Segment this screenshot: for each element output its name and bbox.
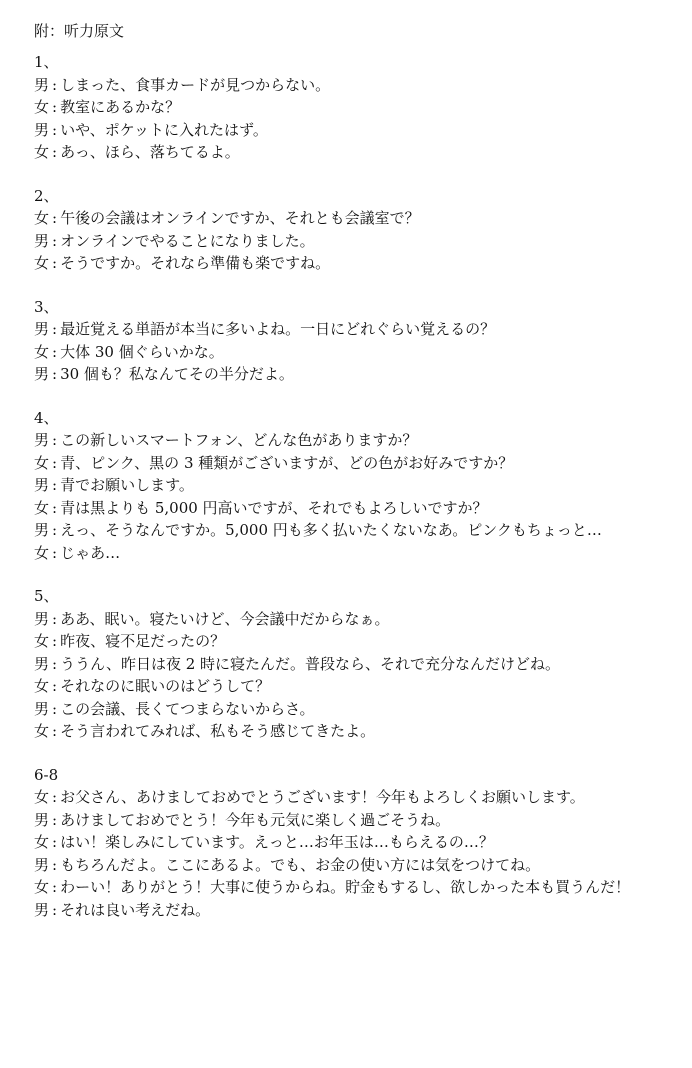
speaker-label: 女 bbox=[34, 209, 50, 227]
dialogue-text: えっ、そうなんですか。5,000 円も多く払いたくないなあ。ピンクもちょっと… bbox=[60, 521, 602, 539]
dialogue-text: そうですか。それなら準備も楽ですね。 bbox=[60, 254, 331, 272]
dialogue-text: それは良い考えだね。 bbox=[60, 900, 211, 919]
speaker-label: 男 bbox=[34, 855, 50, 874]
speaker-label: 男 bbox=[34, 609, 50, 628]
speaker-separator: : bbox=[52, 342, 58, 361]
dialogue-text: あっ、ほら、落ちてるよ。 bbox=[60, 143, 240, 161]
speaker-separator: : bbox=[52, 254, 58, 272]
speaker-label: 女 bbox=[34, 722, 50, 740]
dialogue-text: じゃあ… bbox=[60, 543, 121, 562]
speaker-label: 女 bbox=[34, 878, 50, 896]
speaker-separator: : bbox=[52, 788, 58, 806]
speaker-separator: : bbox=[52, 143, 58, 161]
dialogue-line bbox=[34, 698, 674, 721]
speaker-separator: : bbox=[52, 699, 58, 718]
dialogue-line bbox=[34, 363, 674, 386]
dialogue-line bbox=[34, 452, 674, 475]
dialogue-line bbox=[34, 141, 674, 164]
speaker-separator: : bbox=[52, 833, 58, 851]
speaker-label: 女 bbox=[34, 788, 50, 806]
dialogue-line bbox=[34, 497, 674, 520]
dialogue-line bbox=[34, 630, 674, 653]
speaker-separator: : bbox=[52, 878, 58, 896]
speaker-separator: : bbox=[52, 120, 58, 139]
section-number: 1、 bbox=[34, 53, 59, 71]
dialogue-line bbox=[34, 318, 674, 341]
speaker-separator: : bbox=[52, 722, 58, 740]
dialogue-text: 最近覚える単語が本当に多いよね。一日にどれぐらい覚えるの？ bbox=[60, 320, 496, 338]
speaker-separator: : bbox=[52, 521, 58, 539]
speaker-label: 女 bbox=[34, 453, 50, 472]
dialogue-line bbox=[34, 519, 674, 542]
dialogue-line bbox=[34, 96, 674, 119]
speaker-separator: : bbox=[52, 498, 58, 517]
section-number: 3、 bbox=[34, 297, 59, 316]
speaker-separator: : bbox=[52, 855, 58, 874]
dialogue-text: そう言われてみれば、私もそう感じてきたよ。 bbox=[60, 722, 376, 740]
dialogue-line bbox=[34, 876, 674, 899]
speaker-separator: : bbox=[52, 609, 58, 628]
speaker-label: 女 bbox=[34, 342, 50, 361]
dialogue-text: 大体 30 個ぐらいかな。 bbox=[60, 342, 224, 361]
dialogue-text: オンラインでやることになりました。 bbox=[60, 231, 315, 250]
speaker-label: 男 bbox=[34, 900, 50, 919]
speaker-label: 男 bbox=[34, 231, 50, 250]
section-number: 5、 bbox=[34, 587, 59, 605]
dialogue-text: いや、ポケットに入れたはず。 bbox=[60, 120, 268, 139]
dialogue-line bbox=[34, 252, 674, 275]
dialogue-text: しまった、食事カードが見つからない。 bbox=[60, 75, 331, 94]
dialogue-line bbox=[34, 474, 674, 497]
section-number: 6-8 bbox=[34, 765, 59, 784]
dialogue-line bbox=[34, 542, 674, 565]
speaker-label: 男 bbox=[34, 120, 50, 139]
dialogue-text: 午後の会議はオンラインですか、それとも会議室で？ bbox=[60, 209, 420, 227]
speaker-label: 男 bbox=[34, 654, 50, 673]
speaker-separator: : bbox=[52, 900, 58, 919]
dialogue-text: 30 個も？私なんてその半分だよ。 bbox=[60, 365, 294, 383]
speaker-separator: : bbox=[52, 632, 58, 650]
dialogue-text: ああ、眠い。寝たいけど、今会議中だからなぁ。 bbox=[60, 609, 390, 628]
dialogue-line bbox=[34, 230, 674, 253]
speaker-separator: : bbox=[52, 231, 58, 250]
dialogue-line bbox=[34, 720, 674, 743]
speaker-separator: : bbox=[52, 98, 58, 116]
dialogue-text: この会議、長くてつまらないからさ。 bbox=[60, 699, 315, 718]
dialogue-section bbox=[34, 764, 674, 922]
dialogue-text: それなのに眠いのはどうして？ bbox=[60, 677, 271, 695]
speaker-label: 女 bbox=[34, 677, 50, 695]
dialogue-text: 昨夜、寝不足だったの？ bbox=[60, 632, 226, 650]
dialogue-line bbox=[34, 429, 674, 452]
dialogue-text: ううん、昨日は夜 2 時に寝たんだ。普段なら、それで充分なんだけどね。 bbox=[60, 654, 561, 673]
dialogue-line bbox=[34, 786, 674, 809]
speaker-label: 女 bbox=[34, 98, 50, 116]
speaker-separator: : bbox=[52, 453, 58, 472]
section-number: 4、 bbox=[34, 408, 59, 427]
section-number: 2、 bbox=[34, 186, 59, 205]
speaker-separator: : bbox=[52, 209, 58, 227]
dialogue-line bbox=[34, 207, 674, 230]
speaker-separator: : bbox=[52, 476, 58, 494]
dialogue-text: もちろんだよ。ここにあるよ。でも、お金の使い方には気をつけてね。 bbox=[60, 855, 541, 874]
dialogue-line bbox=[34, 831, 674, 854]
transcript-sections bbox=[34, 51, 674, 921]
speaker-label: 女 bbox=[34, 632, 50, 650]
speaker-label: 女 bbox=[34, 498, 50, 517]
transcript-page bbox=[34, 20, 674, 942]
dialogue-line bbox=[34, 809, 674, 832]
dialogue-line bbox=[34, 74, 674, 97]
speaker-separator: : bbox=[52, 543, 58, 562]
speaker-label: 男 bbox=[34, 75, 50, 94]
dialogue-text: はい！楽しみにしています。えっと…お年玉は…もらえるの…？ bbox=[60, 833, 494, 851]
dialogue-line bbox=[34, 675, 674, 698]
dialogue-text: 教室にあるかな？ bbox=[60, 98, 181, 116]
dialogue-section bbox=[34, 407, 674, 565]
speaker-separator: : bbox=[52, 320, 58, 338]
speaker-separator: : bbox=[52, 654, 58, 673]
speaker-label: 女 bbox=[34, 143, 50, 161]
dialogue-text: この新しいスマートフォン、どんな色がありますか？ bbox=[60, 431, 418, 449]
dialogue-line bbox=[34, 341, 674, 364]
speaker-separator: : bbox=[52, 431, 58, 449]
dialogue-text: お父さん、あけましておめでとうございます！今年もよろしくお願いします。 bbox=[60, 788, 585, 806]
dialogue-line bbox=[34, 653, 674, 676]
speaker-separator: : bbox=[52, 677, 58, 695]
speaker-label: 男 bbox=[34, 320, 50, 338]
speaker-separator: : bbox=[52, 810, 58, 829]
speaker-label: 女 bbox=[34, 254, 50, 272]
dialogue-text: 青、ピンク、黒の 3 種類がございますが、どの色がお好みですか？ bbox=[60, 453, 514, 472]
dialogue-line bbox=[34, 119, 674, 142]
speaker-label: 男 bbox=[34, 365, 50, 383]
dialogue-text: あけましておめでとう！今年も元気に楽しく過ごそうね。 bbox=[60, 810, 451, 829]
dialogue-section bbox=[34, 296, 674, 386]
speaker-separator: : bbox=[52, 365, 58, 383]
dialogue-section bbox=[34, 185, 674, 275]
speaker-label: 男 bbox=[34, 521, 50, 539]
dialogue-line bbox=[34, 608, 674, 631]
speaker-label: 男 bbox=[34, 431, 50, 449]
page-title: 附：听力原文 bbox=[34, 22, 125, 40]
dialogue-text: 青は黒よりも 5,000 円高いですが、それでもよろしいですか？ bbox=[60, 498, 488, 517]
dialogue-text: わーい！ありがとう！大事に使うからね。貯金もするし、欲しかった本も買うんだ！ bbox=[60, 878, 631, 896]
speaker-label: 女 bbox=[34, 543, 50, 562]
dialogue-line bbox=[34, 854, 674, 877]
speaker-label: 男 bbox=[34, 476, 50, 494]
speaker-label: 男 bbox=[34, 699, 50, 718]
speaker-label: 女 bbox=[34, 833, 50, 851]
dialogue-section bbox=[34, 585, 674, 743]
dialogue-line bbox=[34, 899, 674, 922]
speaker-label: 男 bbox=[34, 810, 50, 829]
speaker-separator: : bbox=[52, 75, 58, 94]
dialogue-text: 青でお願いします。 bbox=[60, 476, 194, 494]
dialogue-section bbox=[34, 51, 674, 164]
